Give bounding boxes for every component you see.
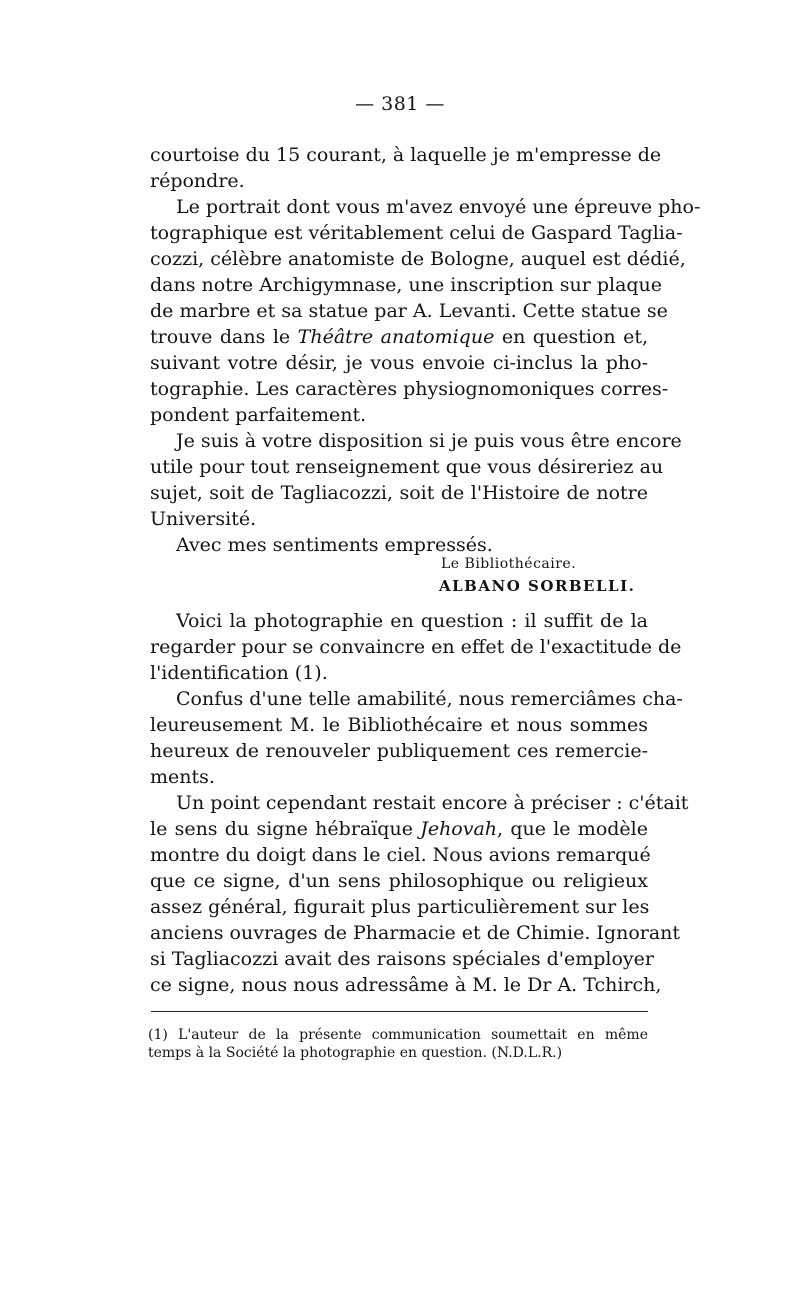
text-line: Un point cependant restait encore à préciser : c'était — [176, 792, 689, 814]
text-line-italic-phrase: trouve dans le Théâtre anatomique en question et, — [150, 326, 649, 348]
text-line: Voici la photographie en question : il suffit de la — [176, 610, 648, 632]
italic-term: Théâtre anatomique — [297, 326, 495, 348]
text-line: utile pour tout renseignement que vous désireriez au — [150, 456, 664, 478]
text-line: Je suis à votre disposition si je puis vous être encore — [176, 430, 682, 452]
text-line: montre du doigt dans le ciel. Nous avions remarqué — [150, 844, 651, 866]
text-line: que ce signe, d'un sens philosophique ou religieux — [150, 870, 648, 892]
text-line: tographie. Les caractères physiognomoniques corres- — [150, 378, 669, 400]
text-line: dans notre Archigymnase, une inscription sur plaque — [150, 274, 663, 296]
text-line: pondent parfaitement. — [150, 404, 367, 426]
footnote-line: (1) L'auteur de la présente communication soumettait en même — [148, 1027, 648, 1043]
text-line: heureux de renouveler publiquement ces remercie- — [150, 740, 648, 762]
text-line: ce signe, nous nous adressâme à M. le Dr A. Tchirch, — [150, 974, 662, 996]
text-line: tographique est véritablement celui de Gaspard Taglia- — [150, 222, 683, 244]
footnote-rule — [151, 1011, 648, 1012]
text-line: répondre. — [150, 170, 245, 192]
text-line: de marbre et sa statue par A. Levanti. Cette statue se — [150, 300, 668, 322]
text-line: l'identification (1). — [150, 662, 328, 684]
text-line: Avec mes sentiments empressés. — [176, 534, 493, 556]
page-number: — 381 — — [355, 93, 445, 115]
text-line: Le portrait dont vous m'avez envoyé une épreuve pho- — [176, 196, 701, 218]
text-line: sujet, soit de Tagliacozzi, soit de l'Histoire de notre — [150, 482, 648, 504]
text-line: Confus d'une telle amabilité, nous remerciâmes cha- — [176, 688, 683, 710]
text-line: leureusement M. le Bibliothécaire et nous sommes — [150, 714, 648, 736]
text-line: assez général, figurait plus particulièrement sur les — [150, 896, 650, 918]
text-line: ments. — [150, 766, 215, 788]
signature-name: ALBANO SORBELLI. — [439, 577, 636, 595]
text-line: regarder pour se convaincre en effet de l'exactitude de — [150, 636, 682, 658]
text-line: cozzi, célèbre anatomiste de Bologne, auquel est dédié, — [150, 248, 686, 270]
text-line: Université. — [150, 508, 257, 530]
signature-title: Le Bibliothécaire. — [441, 556, 577, 572]
text-line: courtoise du 15 courant, à laquelle je m'empresse de — [150, 144, 662, 166]
text-line: anciens ouvrages de Pharmacie et de Chimie. Ignorant — [150, 922, 681, 944]
text-line: si Tagliacozzi avait des raisons spéciales d'employer — [150, 948, 654, 970]
text-line: suivant votre désir, je vous envoie ci-inclus la pho- — [150, 352, 648, 374]
text-line-italic-phrase: le sens du signe hébraïque Jehovah, que le modèle — [150, 818, 648, 840]
footnote-line: temps à la Société la photographie en question. (N.D.L.R.) — [148, 1045, 563, 1061]
italic-term: Jehovah — [420, 818, 498, 840]
